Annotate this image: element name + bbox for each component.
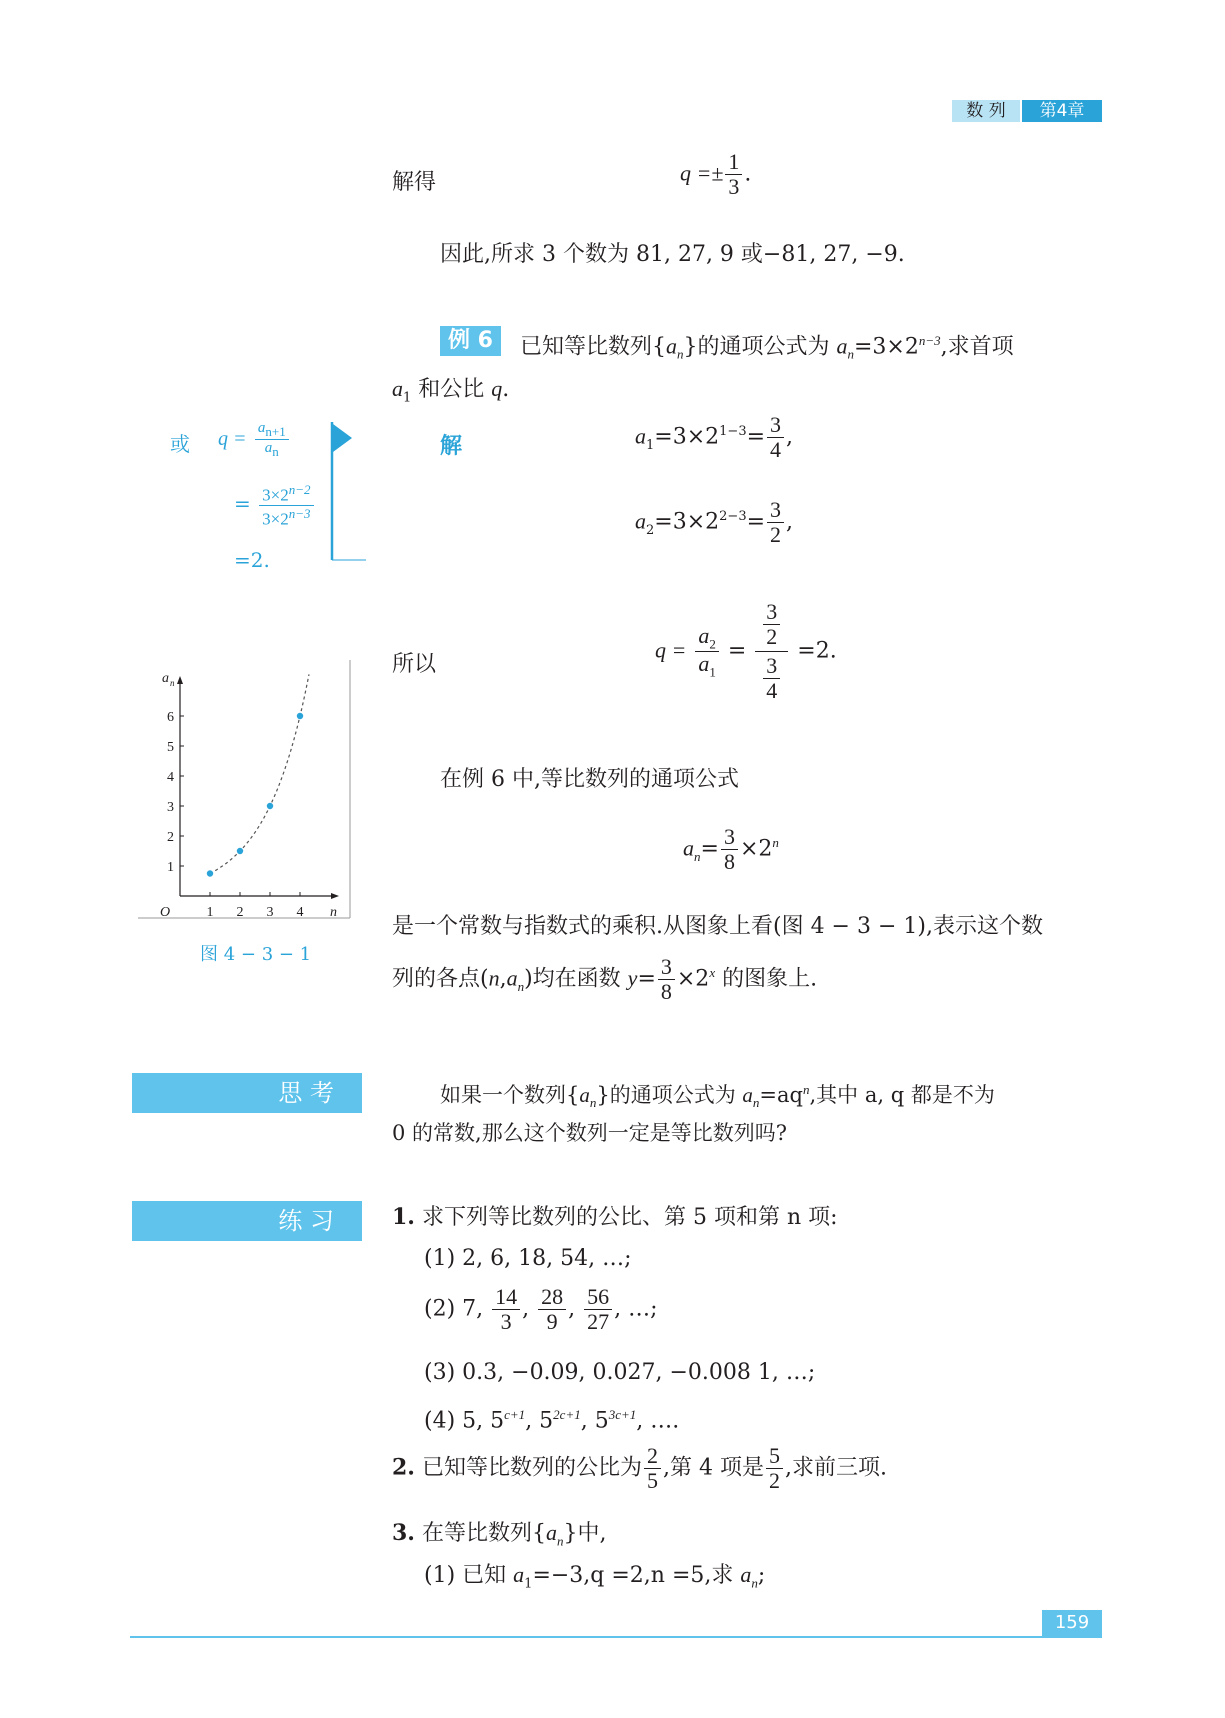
y-tick-label-1: 1 xyxy=(167,860,174,875)
example-line1: 已知等比数列$\{a_n\}$的通项公式为 $a_n=3\times 2^{n-3}$,求首项 xyxy=(520,333,1014,362)
solve-label: 解得 xyxy=(392,170,437,195)
practice-q3-1: (1) 已知 $a_1=-3,q =2,n =5$,求 $a_n$; xyxy=(424,1562,766,1592)
x-tick-label-2: 2 xyxy=(236,905,244,920)
solution-label: 解 xyxy=(440,434,463,459)
side-note: 或 q = $\frac{a_{n+1}}{a_n}$ = $\frac{3\times 2^{n-2}}{3\times 2^{n-3}}$ =2. xyxy=(170,420,370,570)
think-line1: 如果一个数列$\{a_n\}$的通项公式为 $a_n=aq^n$,其中 a, q 都是不为 xyxy=(440,1082,995,1111)
y-axis-label: a xyxy=(162,671,169,686)
think-line2: 0 的常数,那么这个数列一定是等比数列吗? xyxy=(392,1121,787,1145)
x-tick-label-3: 3 xyxy=(266,905,274,920)
y-tick-label-2: 2 xyxy=(167,830,174,845)
figure-frame xyxy=(140,660,350,920)
practice-q1-4: (4) 5, $5^{c+1}$, $5^{2c+1}$, $5^{3c+1}$, …. xyxy=(424,1407,680,1434)
think-label: 思 考 xyxy=(132,1073,362,1113)
x-tick-label-4: 4 xyxy=(296,905,304,920)
practice-q1-3: (3) 0.3, −0.09, 0.027, −0.008 1, …; xyxy=(424,1360,816,1385)
practice-q2: 2. 已知等比数列的公比为 $\frac{2}{5}$ ,第 4 项是 $\frac{5}{2}$ ,求前三项. xyxy=(392,1443,887,1493)
y-axis-arrow xyxy=(177,676,183,684)
y-tick-label-3: 3 xyxy=(167,800,174,815)
solution-a2: $a_2=3\times 2^{2-3}=$ $\frac{3}{2}$ , xyxy=(635,497,794,547)
so-label: 所以 xyxy=(392,652,437,677)
q-result: q =± $\frac{1}{3}$ . xyxy=(680,149,752,199)
x-axis-label: n xyxy=(330,905,337,920)
general-formula: $a_n=$ $\frac{3}{8}$ $\times 2^n$ xyxy=(683,824,779,874)
header-chapter: 第4章 xyxy=(1022,100,1102,122)
x-axis-arrow xyxy=(331,893,339,899)
practice-q1: 1. 求下列等比数列的公比、第 5 项和第 n 项: xyxy=(392,1204,838,1230)
paragraph-2: 是一个常数与指数式的乘积.从图象上看(图 4 − 3 − 1),表示这个数 xyxy=(392,914,1043,939)
y-tick-label-6: 6 xyxy=(167,710,174,725)
y-axis-label-sub: n xyxy=(170,678,175,688)
flag-icon xyxy=(330,420,376,570)
so-formula: q = $\frac{a_2}{a_1}$ = $\frac{\frac{3}{2}}{\frac{3}{4}}$ =2. xyxy=(655,599,837,703)
header-section: 数 列 xyxy=(952,100,1020,122)
curve-line xyxy=(210,674,309,873)
data-point-3 xyxy=(267,803,273,809)
page-number: 159 xyxy=(1042,1610,1102,1636)
data-point-1 xyxy=(207,870,213,876)
data-point-2 xyxy=(237,848,243,854)
example-badge: 例 6 xyxy=(440,326,501,356)
paragraph-3: 列的各点$(n,a_n)$均在函数 y= $\frac{3}{8}$ $\times 2^x$ 的图象上. xyxy=(392,954,818,1004)
practice-q3: 3. 在等比数列$\{a_n\}$中, xyxy=(392,1520,607,1549)
y-tick-label-4: 4 xyxy=(167,770,174,785)
practice-q1-1: (1) 2, 6, 18, 54, …; xyxy=(424,1246,632,1271)
x-tick-label-1: 1 xyxy=(206,905,214,920)
therefore-line: 因此,所求 3 个数为 81, 27, 9 或−81, 27, −9. xyxy=(440,242,905,267)
figure-chart xyxy=(130,660,360,930)
paragraph-1: 在例 6 中,等比数列的通项公式 xyxy=(440,767,739,792)
figure-caption: 图 4 − 3 − 1 xyxy=(200,944,312,965)
solution-a1: $a_1=3\times 2^{1-3}=$ $\frac{3}{4}$ , xyxy=(635,412,794,462)
footer-rule xyxy=(130,1636,1102,1638)
practice-label: 练 习 xyxy=(132,1201,362,1241)
y-tick-label-5: 5 xyxy=(167,740,174,755)
example-line2: $a_1$ 和公比 q. xyxy=(392,376,510,406)
practice-q1-2: (2) 7, $\frac{14}{3}$ , $\frac{28}{9}$ , $\frac{56}{27}$ , …; xyxy=(424,1284,658,1334)
origin-label: O xyxy=(160,905,171,920)
data-point-4 xyxy=(297,713,303,719)
